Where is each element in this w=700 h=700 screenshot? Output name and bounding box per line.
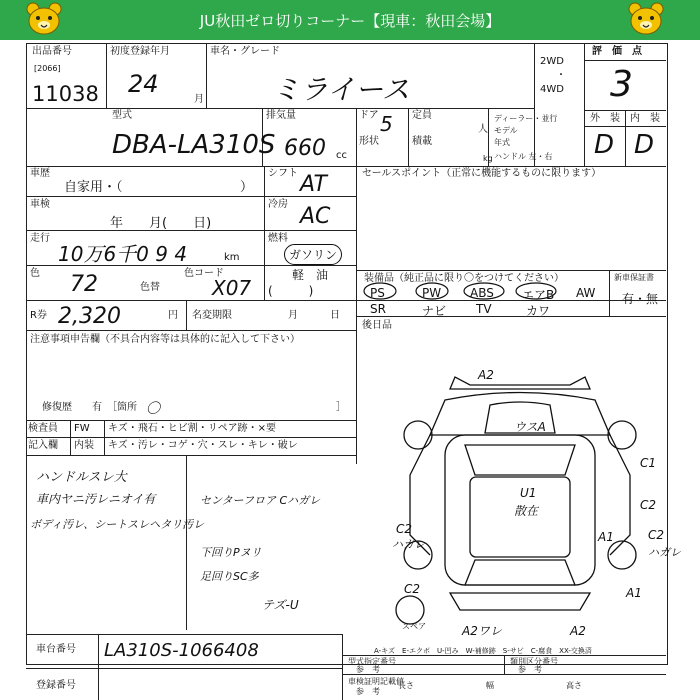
recycle-value: 2,320 (58, 304, 121, 329)
mileage-unit: km (224, 252, 240, 263)
height-label: 高さ (566, 681, 582, 690)
interior-label: 内 装 (630, 113, 660, 124)
remark-6: 足回りSC多 (200, 570, 259, 583)
interior-options: キズ・汚レ・コゲ・穴・スレ・キレ・破レ (108, 440, 298, 451)
spare-label: スペア (402, 622, 426, 631)
inspector-label: 検査員 (28, 423, 58, 434)
length-label: 長さ (398, 681, 414, 690)
equip-abs: ABS (470, 286, 494, 300)
remark-2: 車内ヤニ汚レニオイ有 (36, 492, 156, 506)
banner-title: JU秋田ゼロ切りコーナー【現車：秋田会場】 (199, 12, 501, 30)
name-change-day: 日 (330, 310, 340, 321)
equip-leather: カワ (526, 304, 551, 318)
mark-a1-right: A1 (598, 530, 614, 544)
dealer-label: ディーラー・並行 (494, 114, 558, 123)
car-name-value: ミライース (272, 73, 410, 106)
repair-history-label: 修復歴 有 ［箇所 (42, 402, 137, 413)
damage-legend: A-キズ E-エクボ U-凹み W-補修跡 S-サビ C-腐食 XX-交換済 (374, 647, 592, 655)
width-label: 幅 (486, 681, 494, 690)
notes-label: 注意事項申告欄（不具合内容等は具体的に記入して下さい） (30, 334, 300, 345)
type-designation-label: 型式指定番号 (348, 657, 396, 666)
mileage-value: 10万6千0 9 4 (58, 242, 188, 266)
chassis-label: 車台番号 (36, 644, 76, 655)
interior-check-label: 内装 (74, 440, 94, 451)
displacement-label: 排気量 (266, 110, 296, 121)
equip-tv: TV (476, 302, 492, 316)
exterior-label: 外 装 (590, 113, 620, 124)
mark-c2-left: C2 (396, 522, 413, 536)
equip-aw: AW (576, 286, 596, 300)
class-number-label: 類別区分番号 (510, 657, 558, 666)
selling-points-label: セールスポイント（正常に機能するものに限ります） (362, 168, 602, 179)
mark-a2-rear: A2 (570, 624, 586, 638)
name-change-label: 名変期限 (192, 310, 232, 321)
lot-label: 出品番号 (32, 46, 72, 57)
registration-year: 24 (128, 70, 159, 98)
remark-5: 下回りPヌリ (200, 546, 262, 559)
shift-value: AT (300, 172, 327, 197)
equipment-circles (360, 282, 600, 300)
capacity-label: 定員 (412, 110, 432, 121)
4wd-label: 4WD (540, 84, 564, 95)
cert-values-label: 車検証明記載値 (348, 677, 404, 686)
type-designation-ref: 参 考 (356, 665, 380, 674)
model-year-label: モデル (494, 126, 518, 135)
equip-navi: ナビ (422, 304, 447, 318)
remark-7: テズ-U (262, 598, 299, 612)
exterior-grade: D (594, 130, 615, 160)
remark-4: センターフロア Cハガレ (200, 494, 321, 507)
class-number-ref: 参 考 (518, 665, 542, 674)
car-name-label: 車名・グレード (210, 46, 280, 57)
capacity-unit: 人 (478, 124, 488, 135)
interior-grade: D (634, 130, 655, 160)
mark-scattered: 散在 (514, 504, 539, 518)
windshield-label: FW (74, 423, 90, 434)
name-change-month: 月 (288, 310, 298, 321)
registration-month-unit: 月 (194, 94, 204, 105)
repair-history-close: ］ (336, 402, 346, 413)
equip-ps: PS (370, 286, 385, 300)
later-items-label: 後日品 (362, 320, 392, 331)
chassis-value: LA310S-1066408 (104, 640, 259, 661)
mark-c2-rear: C2 (404, 582, 421, 596)
load-unit: kg (483, 154, 493, 163)
fuel-label: 燃料 (268, 233, 288, 244)
model-label: 型式 (112, 110, 132, 121)
mark-c2-right-top: C2 (640, 498, 657, 512)
equip-pw: PW (422, 286, 442, 300)
lot-small: [2066] (34, 64, 61, 73)
color-label: 色 (30, 268, 40, 279)
eval-score: 3 (610, 64, 633, 105)
mark-u1: U1 (520, 486, 537, 500)
mark-peel-left: ハガレ (392, 538, 425, 551)
year-label: 年式 (494, 138, 510, 147)
door-label: ドア (359, 110, 379, 121)
mark-a2-crack: A2ワレ (462, 624, 502, 638)
cert-values-ref: 参 考 (356, 687, 380, 696)
displacement-value: 660 (284, 136, 326, 161)
2wd-label: 2WD (540, 56, 564, 67)
model-value: DBA-LA310S (112, 130, 276, 160)
shift-label: シフト (268, 168, 298, 179)
equip-airbag: エアB (522, 288, 555, 302)
registration-label: 初度登録年月 (110, 46, 170, 57)
recycle-unit: 円 (168, 310, 178, 321)
ac-label: 冷房 (268, 199, 288, 210)
record-label: 記入欄 (28, 440, 58, 451)
ac-value: AC (300, 204, 331, 229)
fuel-gasoline: ガソリン (284, 244, 342, 265)
color-code-label: 色コード (184, 268, 224, 279)
equipment-label: 装備品（純正品に限り〇をつけてください） (364, 273, 564, 284)
history-close: ） (240, 180, 254, 195)
remark-3: ボディ汚レ、シートスレヘタリ汚レ (30, 518, 205, 531)
mark-windshield: ウスA (514, 420, 546, 434)
load-label: 積載 (412, 136, 432, 147)
inspection-label: 車検 (30, 199, 50, 210)
mileage-label: 走行 (30, 233, 50, 244)
lot-number: 11038 (32, 82, 99, 106)
mark-a1-rear: A1 (626, 586, 642, 600)
eval-label: 評 価 点 (592, 46, 642, 57)
history-label: 車歴 (30, 168, 50, 179)
inspection-value: 年 月( 日) (110, 216, 212, 231)
color-value: 72 (70, 272, 98, 297)
shape-label: 形状 (359, 136, 379, 147)
registration-number-label: 登録番号 (36, 680, 76, 691)
recycle-label: R券 (30, 310, 47, 321)
mark-peel-right: ハガレ (648, 546, 681, 559)
windshield-options: キズ・飛石・ヒビ割・リペア跡・×要 (108, 423, 276, 434)
mark-c1: C1 (640, 456, 657, 470)
warranty-label: 新車保証書 (614, 273, 654, 282)
equip-sr: SR (370, 302, 386, 316)
color-change-label: 色替 (140, 282, 160, 293)
warranty-value: 有・無 (622, 292, 659, 306)
mark-a2-front: A2 (478, 368, 494, 382)
handle-label: ハンドル 左・右 (494, 152, 553, 161)
fuel-diesel: 軽 油 (292, 268, 329, 282)
remark-1: ハンドルスレ大 (36, 470, 127, 485)
color-code-value: X07 (212, 276, 252, 300)
history-value: 自家用・（ (64, 180, 123, 195)
displacement-unit: cc (336, 150, 347, 161)
door-value: 5 (380, 112, 393, 136)
mark-c2-right: C2 (648, 528, 665, 542)
